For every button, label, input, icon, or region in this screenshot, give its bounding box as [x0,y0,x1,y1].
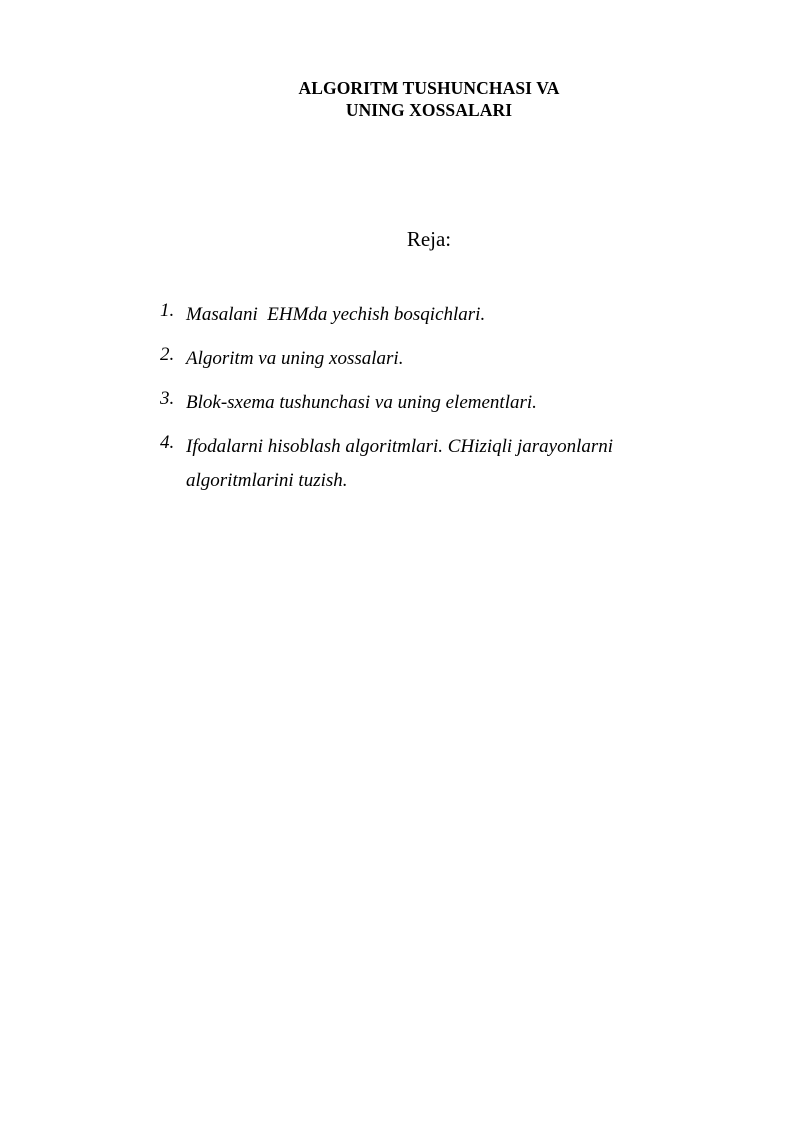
title-line-2: UNING XOSSALARI [345,100,513,120]
plan-item-text: Masalani EHMda yechish bosqichlari. [186,304,486,325]
plan-item-text: Algoritm va uning xossalari. [186,348,404,369]
plan-item-text: Blok-sxema tushunchasi va uning elementlari. [186,392,537,413]
document-title [0,77,800,121]
plan-item-number: 4. [160,432,175,453]
plan-item-number: 2. [160,344,175,365]
plan-heading: Reja: [406,227,452,251]
plan-item-3 [160,386,700,420]
title-line-1: ALGORITM TUSHUNCHASI VA [298,78,560,98]
plan-item-text: Ifodalarni hisoblash algoritmlari. CHiziqli jarayonlarni algoritmlarini tuzish. [186,436,614,491]
plan-item-2 [160,342,700,376]
plan-item-1 [160,298,700,332]
plan-item-4 [160,430,700,498]
plan-list [160,302,700,512]
plan-item-number: 3. [160,388,175,409]
plan-item-number: 1. [160,300,175,321]
